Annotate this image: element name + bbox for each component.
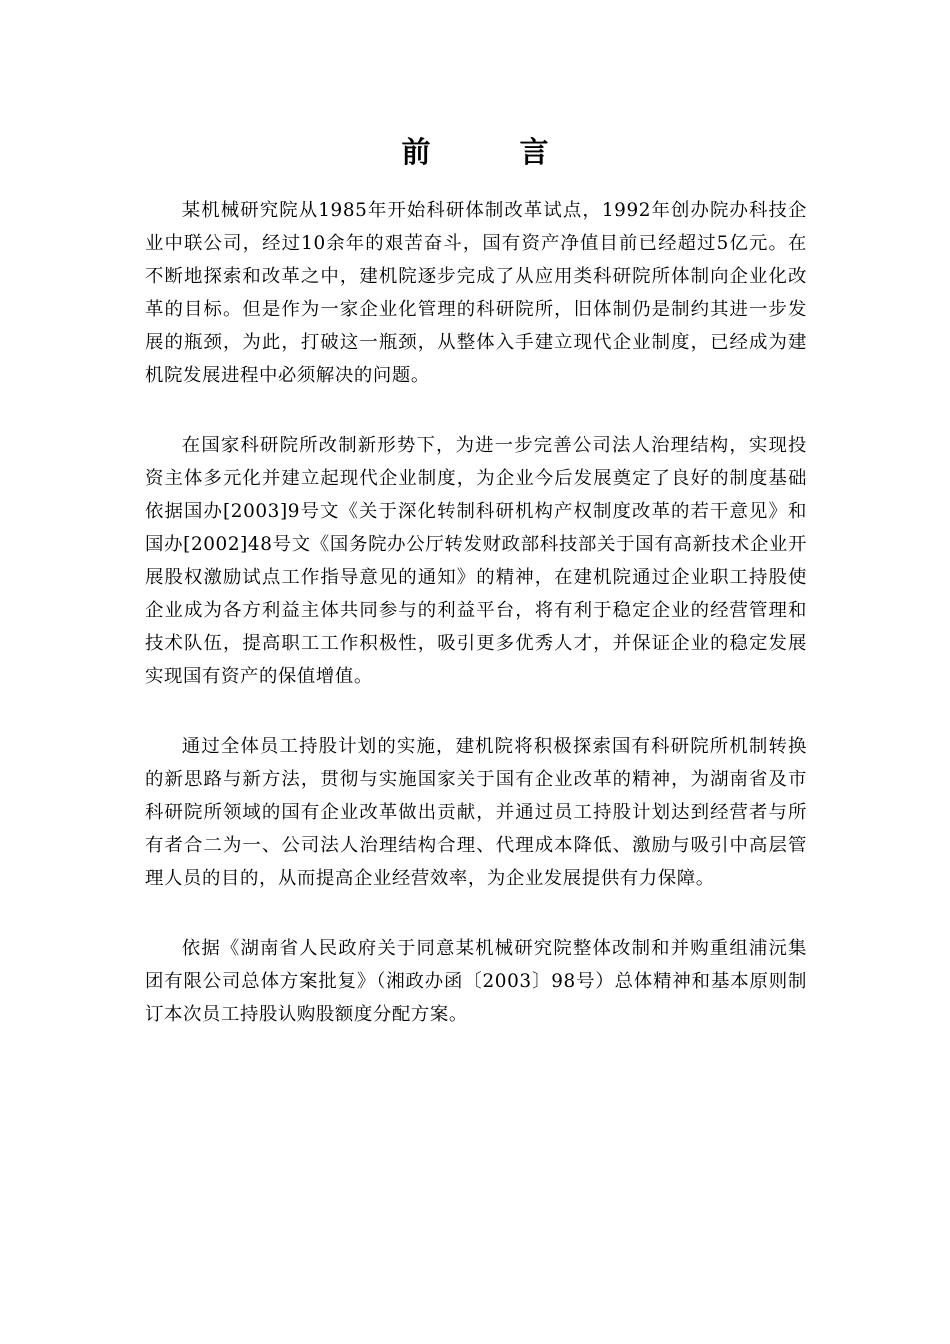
paragraph-4: 依据《湖南省人民政府关于同意某机械研究院整体改制和并购重组浦沅集团有限公司总体方案批复》（湘政办函〔2003〕98号）总体精神和基本原则制订本次员工持股认购股额度分配方案。 — [145, 938, 807, 1025]
document-body — [145, 194, 807, 1031]
paragraph-1: 某机械研究院从1985年开始科研体制改革试点，1992年创办院办科技企业中联公司，经过10余年的艰苦奋斗，国有资产净值目前已经超过5亿元。在不断地探索和改革之中，建机院逐步完成了从应用类科研院所体制向企业化改革的目标。但是作为一家企业化管理的科研院所，旧体制仍是制约其进一步发展的瓶颈，为此，打破这一瓶颈，从整体入手建立现代企业制度，已经成为建机院发展进程中必须解决的问题。 — [145, 200, 807, 386]
page-title: 前 言 — [401, 135, 579, 169]
paragraph-2: 在国家科研院所改制新形势下，为进一步完善公司法人治理结构，实现投资主体多元化并建立起现代企业制度，为企业今后发展奠定了良好的制度基础依据国办[2003]9号文《关于深化转制科研机构产权制度改革的若干意见》和国办[2002]48号文《国务院办公厅转发财政部科技部关于国有高新技术企业开展股权激励试点工作指导意见的通知》的精神，在建机院通过企业职工持股使企业成为各方利益主体共同参与的利益平台，将有利于稳定企业的经营管理和技术队伍，提高职工工作积极性，吸引更多优秀人才，并保证企业的稳定发展实现国有资产的保值增值。 — [145, 435, 807, 687]
paragraph-3: 通过全体员工持股计划的实施，建机院将积极探索国有科研院所机制转换的新思路与新方法，贯彻与实施国家关于国有企业改革的精神，为湖南省及市科研院所领域的国有企业改革做出贡献，并通过员工持股计划达到经营者与所有者合二为一、公司法人治理结构合理、代理成本降低、激励与吸引中高层管理人员的目的，从而提高企业经营效率，为企业发展提供有力保障。 — [145, 736, 807, 889]
